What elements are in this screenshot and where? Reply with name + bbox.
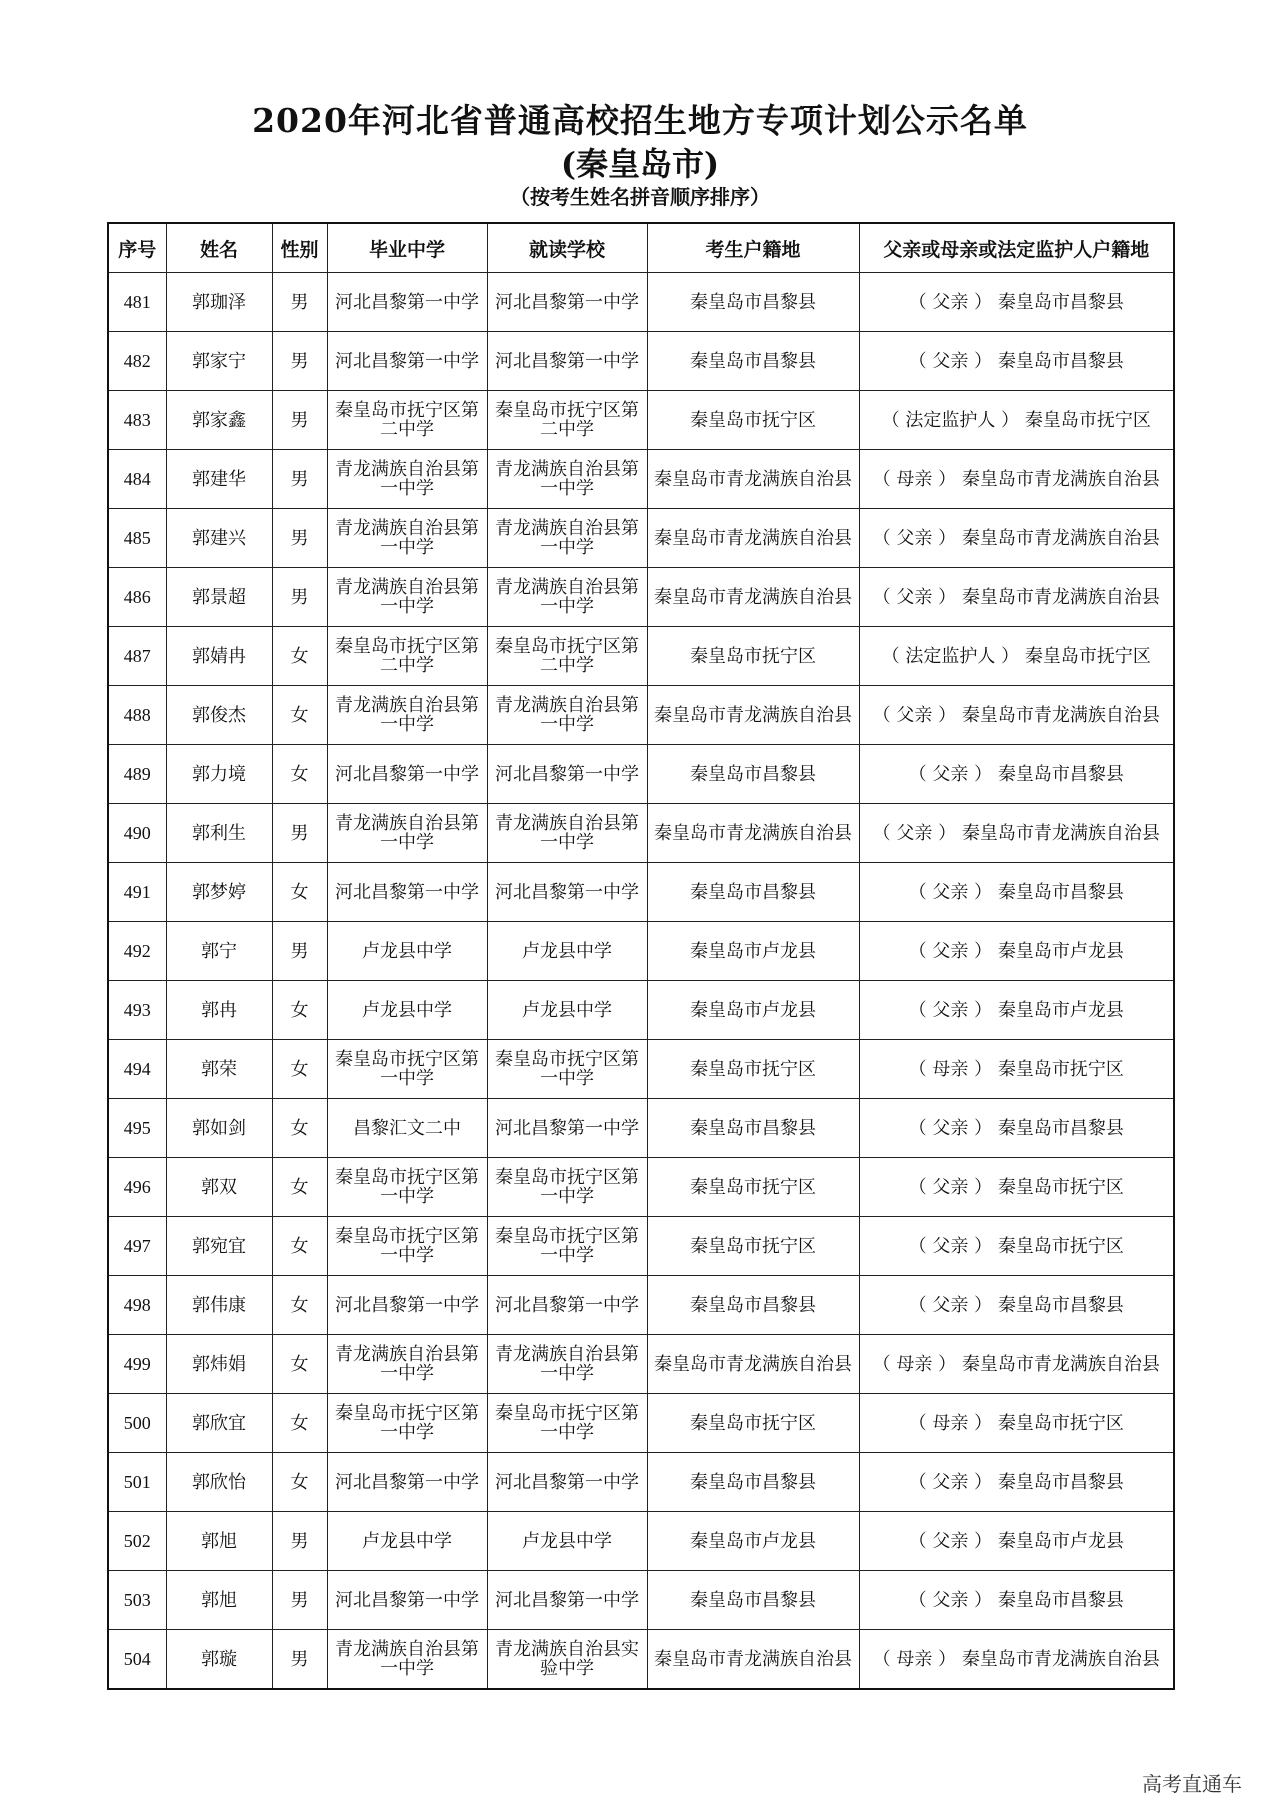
table-header-row: [108, 223, 1174, 273]
cell-sex: 男: [272, 804, 327, 863]
cell-no: 496: [108, 1158, 166, 1217]
cell-current-school: 河北昌黎第一中学: [487, 1276, 647, 1335]
cell-registry: 秦皇岛市青龙满族自治县: [647, 686, 859, 745]
cell-current-school: 青龙满族自治县第一中学: [487, 686, 647, 745]
cell-no: 491: [108, 863, 166, 922]
cell-name: 郭伟康: [166, 1276, 272, 1335]
cell-current-school: 河北昌黎第一中学: [487, 863, 647, 922]
watermark: 高考直通车: [1142, 1772, 1242, 1796]
roster-body: [108, 273, 1174, 1690]
cell-grad-school: 秦皇岛市抚宁区第二中学: [327, 627, 487, 686]
cell-no: 488: [108, 686, 166, 745]
cell-grad-school: 青龙满族自治县第一中学: [327, 1630, 487, 1690]
table-row: [108, 1217, 1174, 1276]
cell-current-school: 秦皇岛市抚宁区第二中学: [487, 391, 647, 450]
cell-sex: 男: [272, 568, 327, 627]
cell-guardian: （ 父亲 ） 秦皇岛市卢龙县: [859, 981, 1174, 1040]
cell-no: 493: [108, 981, 166, 1040]
cell-grad-school: 秦皇岛市抚宁区第一中学: [327, 1158, 487, 1217]
cell-guardian: （ 法定监护人 ） 秦皇岛市抚宁区: [859, 391, 1174, 450]
cell-name: 郭宛宜: [166, 1217, 272, 1276]
cell-current-school: 卢龙县中学: [487, 1512, 647, 1571]
column-header-registry: 考生户籍地: [647, 223, 859, 273]
cell-name: 郭建华: [166, 450, 272, 509]
cell-no: 484: [108, 450, 166, 509]
cell-no: 489: [108, 745, 166, 804]
cell-sex: 男: [272, 922, 327, 981]
cell-current-school: 青龙满族自治县第一中学: [487, 568, 647, 627]
cell-no: 499: [108, 1335, 166, 1394]
cell-current-school: 河北昌黎第一中学: [487, 1099, 647, 1158]
cell-guardian: （ 父亲 ） 秦皇岛市昌黎县: [859, 273, 1174, 332]
cell-name: 郭炜娟: [166, 1335, 272, 1394]
cell-current-school: 秦皇岛市抚宁区第一中学: [487, 1040, 647, 1099]
cell-grad-school: 青龙满族自治县第一中学: [327, 804, 487, 863]
cell-no: 495: [108, 1099, 166, 1158]
cell-current-school: 河北昌黎第一中学: [487, 745, 647, 804]
cell-grad-school: 河北昌黎第一中学: [327, 1276, 487, 1335]
cell-guardian: （ 法定监护人 ） 秦皇岛市抚宁区: [859, 627, 1174, 686]
cell-name: 郭欣怡: [166, 1453, 272, 1512]
cell-current-school: 秦皇岛市抚宁区第二中学: [487, 627, 647, 686]
cell-grad-school: 河北昌黎第一中学: [327, 1453, 487, 1512]
cell-current-school: 青龙满族自治县第一中学: [487, 450, 647, 509]
cell-sex: 男: [272, 509, 327, 568]
cell-grad-school: 青龙满族自治县第一中学: [327, 450, 487, 509]
cell-grad-school: 河北昌黎第一中学: [327, 745, 487, 804]
cell-current-school: 河北昌黎第一中学: [487, 332, 647, 391]
cell-current-school: 青龙满族自治县第一中学: [487, 509, 647, 568]
column-header-name: 姓名: [166, 223, 272, 273]
cell-grad-school: 青龙满族自治县第一中学: [327, 568, 487, 627]
cell-name: 郭旭: [166, 1512, 272, 1571]
cell-name: 郭双: [166, 1158, 272, 1217]
cell-no: 487: [108, 627, 166, 686]
cell-guardian: （ 父亲 ） 秦皇岛市昌黎县: [859, 745, 1174, 804]
cell-guardian: （ 父亲 ） 秦皇岛市青龙满族自治县: [859, 686, 1174, 745]
cell-sex: 女: [272, 627, 327, 686]
cell-name: 郭利生: [166, 804, 272, 863]
cell-grad-school: 秦皇岛市抚宁区第一中学: [327, 1394, 487, 1453]
cell-registry: 秦皇岛市青龙满族自治县: [647, 1335, 859, 1394]
cell-current-school: 河北昌黎第一中学: [487, 1571, 647, 1630]
cell-name: 郭婧冉: [166, 627, 272, 686]
cell-no: 504: [108, 1630, 166, 1690]
cell-guardian: （ 母亲 ） 秦皇岛市青龙满族自治县: [859, 450, 1174, 509]
cell-name: 郭景超: [166, 568, 272, 627]
table-row: [108, 273, 1174, 332]
cell-sex: 女: [272, 686, 327, 745]
cell-name: 郭梦婷: [166, 863, 272, 922]
cell-no: 500: [108, 1394, 166, 1453]
cell-sex: 女: [272, 745, 327, 804]
cell-name: 郭建兴: [166, 509, 272, 568]
cell-no: 486: [108, 568, 166, 627]
cell-no: 492: [108, 922, 166, 981]
cell-sex: 女: [272, 863, 327, 922]
table-row: [108, 1335, 1174, 1394]
cell-current-school: 秦皇岛市抚宁区第一中学: [487, 1158, 647, 1217]
cell-name: 郭璇: [166, 1630, 272, 1690]
table-row: [108, 1276, 1174, 1335]
cell-name: 郭旭: [166, 1571, 272, 1630]
table-row: [108, 1158, 1174, 1217]
cell-registry: 秦皇岛市昌黎县: [647, 1453, 859, 1512]
cell-current-school: 卢龙县中学: [487, 922, 647, 981]
cell-sex: 女: [272, 1217, 327, 1276]
cell-grad-school: 青龙满族自治县第一中学: [327, 509, 487, 568]
cell-grad-school: 河北昌黎第一中学: [327, 863, 487, 922]
cell-grad-school: 河北昌黎第一中学: [327, 273, 487, 332]
cell-grad-school: 秦皇岛市抚宁区第二中学: [327, 391, 487, 450]
cell-sex: 男: [272, 1630, 327, 1690]
cell-name: 郭家鑫: [166, 391, 272, 450]
cell-no: 482: [108, 332, 166, 391]
cell-guardian: （ 父亲 ） 秦皇岛市昌黎县: [859, 332, 1174, 391]
cell-guardian: （ 母亲 ） 秦皇岛市青龙满族自治县: [859, 1335, 1174, 1394]
cell-registry: 秦皇岛市卢龙县: [647, 922, 859, 981]
table-row: [108, 1630, 1174, 1690]
cell-guardian: （ 母亲 ） 秦皇岛市抚宁区: [859, 1394, 1174, 1453]
table-row: [108, 922, 1174, 981]
table-row: [108, 450, 1174, 509]
table-row: [108, 1512, 1174, 1571]
cell-registry: 秦皇岛市昌黎县: [647, 1099, 859, 1158]
cell-guardian: （ 父亲 ） 秦皇岛市卢龙县: [859, 1512, 1174, 1571]
cell-sex: 女: [272, 1276, 327, 1335]
cell-current-school: 河北昌黎第一中学: [487, 273, 647, 332]
cell-current-school: 河北昌黎第一中学: [487, 1453, 647, 1512]
cell-guardian: （ 父亲 ） 秦皇岛市抚宁区: [859, 1158, 1174, 1217]
cell-grad-school: 卢龙县中学: [327, 1512, 487, 1571]
table-row: [108, 686, 1174, 745]
cell-name: 郭珈泽: [166, 273, 272, 332]
cell-grad-school: 秦皇岛市抚宁区第一中学: [327, 1040, 487, 1099]
cell-registry: 秦皇岛市抚宁区: [647, 1040, 859, 1099]
cell-no: 498: [108, 1276, 166, 1335]
cell-registry: 秦皇岛市昌黎县: [647, 745, 859, 804]
cell-grad-school: 河北昌黎第一中学: [327, 332, 487, 391]
table-row: [108, 627, 1174, 686]
cell-registry: 秦皇岛市青龙满族自治县: [647, 804, 859, 863]
cell-current-school: 青龙满族自治县实验中学: [487, 1630, 647, 1690]
cell-registry: 秦皇岛市青龙满族自治县: [647, 509, 859, 568]
cell-no: 485: [108, 509, 166, 568]
cell-registry: 秦皇岛市昌黎县: [647, 863, 859, 922]
cell-sex: 男: [272, 273, 327, 332]
cell-guardian: （ 父亲 ） 秦皇岛市昌黎县: [859, 1453, 1174, 1512]
cell-sex: 女: [272, 1453, 327, 1512]
column-header-guardian: 父亲或母亲或法定监护人户籍地: [859, 223, 1174, 273]
table-row: [108, 1099, 1174, 1158]
cell-name: 郭家宁: [166, 332, 272, 391]
cell-registry: 秦皇岛市青龙满族自治县: [647, 568, 859, 627]
cell-guardian: （ 母亲 ） 秦皇岛市抚宁区: [859, 1040, 1174, 1099]
cell-no: 490: [108, 804, 166, 863]
cell-guardian: （ 父亲 ） 秦皇岛市昌黎县: [859, 1571, 1174, 1630]
column-header-grad-school: 毕业中学: [327, 223, 487, 273]
table-row: [108, 745, 1174, 804]
cell-registry: 秦皇岛市抚宁区: [647, 1217, 859, 1276]
cell-registry: 秦皇岛市青龙满族自治县: [647, 1630, 859, 1690]
cell-name: 郭如剑: [166, 1099, 272, 1158]
column-header-no: 序号: [108, 223, 166, 273]
cell-registry: 秦皇岛市抚宁区: [647, 1158, 859, 1217]
cell-name: 郭俊杰: [166, 686, 272, 745]
cell-registry: 秦皇岛市抚宁区: [647, 391, 859, 450]
sort-note: （按考生姓名拼音顺序排序）: [510, 185, 770, 209]
table-row: [108, 332, 1174, 391]
cell-name: 郭冉: [166, 981, 272, 1040]
cell-registry: 秦皇岛市昌黎县: [647, 332, 859, 391]
column-header-current-school: 就读学校: [487, 223, 647, 273]
cell-current-school: 秦皇岛市抚宁区第一中学: [487, 1217, 647, 1276]
cell-no: 481: [108, 273, 166, 332]
cell-sex: 女: [272, 1158, 327, 1217]
table-row: [108, 863, 1174, 922]
cell-grad-school: 卢龙县中学: [327, 922, 487, 981]
cell-guardian: （ 父亲 ） 秦皇岛市昌黎县: [859, 1276, 1174, 1335]
cell-name: 郭力境: [166, 745, 272, 804]
cell-registry: 秦皇岛市昌黎县: [647, 273, 859, 332]
cell-grad-school: 秦皇岛市抚宁区第一中学: [327, 1217, 487, 1276]
cell-sex: 男: [272, 450, 327, 509]
cell-sex: 女: [272, 981, 327, 1040]
cell-sex: 女: [272, 1335, 327, 1394]
table-row: [108, 1453, 1174, 1512]
table-row: [108, 1571, 1174, 1630]
cell-registry: 秦皇岛市青龙满族自治县: [647, 450, 859, 509]
roster-table: [107, 222, 1175, 1690]
cell-guardian: （ 父亲 ） 秦皇岛市青龙满族自治县: [859, 804, 1174, 863]
cell-sex: 男: [272, 391, 327, 450]
cell-guardian: （ 父亲 ） 秦皇岛市抚宁区: [859, 1217, 1174, 1276]
page-subtitle: (秦皇岛市): [560, 145, 720, 183]
cell-no: 494: [108, 1040, 166, 1099]
cell-sex: 女: [272, 1040, 327, 1099]
cell-current-school: 青龙满族自治县第一中学: [487, 1335, 647, 1394]
table-row: [108, 981, 1174, 1040]
cell-grad-school: 河北昌黎第一中学: [327, 1571, 487, 1630]
cell-sex: 女: [272, 1099, 327, 1158]
cell-guardian: （ 父亲 ） 秦皇岛市青龙满族自治县: [859, 509, 1174, 568]
cell-no: 483: [108, 391, 166, 450]
cell-current-school: 卢龙县中学: [487, 981, 647, 1040]
cell-grad-school: 青龙满族自治县第一中学: [327, 1335, 487, 1394]
table-row: [108, 804, 1174, 863]
cell-name: 郭欣宜: [166, 1394, 272, 1453]
cell-grad-school: 昌黎汇文二中: [327, 1099, 487, 1158]
cell-no: 502: [108, 1512, 166, 1571]
cell-registry: 秦皇岛市昌黎县: [647, 1571, 859, 1630]
cell-registry: 秦皇岛市卢龙县: [647, 1512, 859, 1571]
cell-current-school: 青龙满族自治县第一中学: [487, 804, 647, 863]
cell-no: 497: [108, 1217, 166, 1276]
cell-registry: 秦皇岛市抚宁区: [647, 627, 859, 686]
cell-guardian: （ 父亲 ） 秦皇岛市昌黎县: [859, 863, 1174, 922]
table-row: [108, 391, 1174, 450]
column-header-sex: 性别: [272, 223, 327, 273]
table-row: [108, 509, 1174, 568]
cell-guardian: （ 父亲 ） 秦皇岛市卢龙县: [859, 922, 1174, 981]
table-row: [108, 1394, 1174, 1453]
table-row: [108, 1040, 1174, 1099]
table-row: [108, 568, 1174, 627]
cell-name: 郭荣: [166, 1040, 272, 1099]
cell-grad-school: 青龙满族自治县第一中学: [327, 686, 487, 745]
cell-sex: 男: [272, 1571, 327, 1630]
cell-guardian: （ 母亲 ） 秦皇岛市青龙满族自治县: [859, 1630, 1174, 1690]
cell-grad-school: 卢龙县中学: [327, 981, 487, 1040]
cell-registry: 秦皇岛市卢龙县: [647, 981, 859, 1040]
cell-no: 503: [108, 1571, 166, 1630]
cell-registry: 秦皇岛市昌黎县: [647, 1276, 859, 1335]
cell-sex: 女: [272, 1394, 327, 1453]
cell-no: 501: [108, 1453, 166, 1512]
cell-current-school: 秦皇岛市抚宁区第一中学: [487, 1394, 647, 1453]
page-title: 2020年河北省普通高校招生地方专项计划公示名单: [252, 101, 1028, 140]
cell-registry: 秦皇岛市抚宁区: [647, 1394, 859, 1453]
cell-sex: 男: [272, 1512, 327, 1571]
cell-guardian: （ 父亲 ） 秦皇岛市青龙满族自治县: [859, 568, 1174, 627]
cell-name: 郭宁: [166, 922, 272, 981]
cell-guardian: （ 父亲 ） 秦皇岛市昌黎县: [859, 1099, 1174, 1158]
cell-sex: 男: [272, 332, 327, 391]
